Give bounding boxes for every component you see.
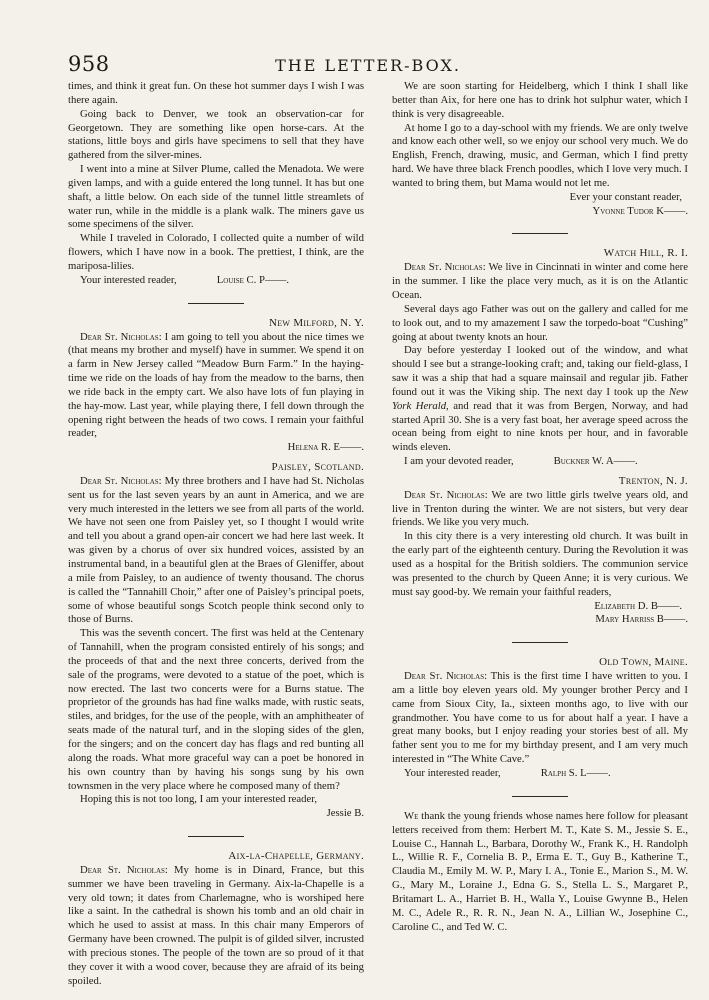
paragraph <box>68 475 364 627</box>
section-divider <box>188 303 244 304</box>
letter-aix <box>68 850 364 988</box>
right-column <box>392 80 688 934</box>
text: , and read that it was from Bergen, Norway, and had started April 30. She is a very fast boat, her average speed across the ocean being from eight to nine knots per hour, and in favorable winds eleven. <box>392 399 688 454</box>
acknowledgments <box>392 810 688 935</box>
closing: Ever your constant reader, <box>569 190 682 203</box>
letter-body: : My home is in Dinard, France, but this summer we have been traveling in Germany. Aix-la-Chapelle is a very old town; it dates from Charlemagne, who is worshiped here like a saint. In the cathedral is shown his tomb and an old chair in which he used to assist at mass. In this chair many Emperors of Germany have been crowned. The pulpit is of gilded silver, incrusted with precious stones. The people of the town are so proud of it that they cover it with a wood cover, because they are afraid of its being spoiled. <box>68 863 364 987</box>
closing: I am your devoted reader, <box>404 455 514 468</box>
paragraph <box>392 670 688 767</box>
section-divider <box>512 796 568 797</box>
salutation: Dear St. Nicholas <box>80 330 159 343</box>
signature: Elizabeth D. B——. <box>594 599 682 612</box>
section-divider <box>512 642 568 643</box>
signature: Mary Harriss B——. <box>595 613 688 626</box>
signature-line <box>68 274 364 288</box>
paragraph <box>392 489 688 531</box>
signature: Buckner W. A——. <box>553 455 638 468</box>
letter-new-milford <box>68 317 364 455</box>
paragraph <box>392 261 688 303</box>
letter-body: : We are two little girls twelve years old, and live in Trenton during the winter. We are not sisters, but very dear friends. We like you very much. <box>392 488 688 529</box>
closing: Your interested reader, <box>80 273 177 286</box>
paragraph <box>68 331 364 442</box>
dateline: Trenton, N. J. <box>618 474 688 487</box>
section-divider <box>512 233 568 234</box>
paragraph: While I traveled in Colorado, I collected quite a number of wild flowers, which I have now in a book. The prettiest, I think, are the mariposa-lilies. <box>68 232 364 272</box>
running-title: THE LETTER-BOX. <box>275 56 461 75</box>
signature-line <box>392 767 688 781</box>
paragraph <box>68 864 364 989</box>
paragraph <box>392 344 688 455</box>
closing: Your interested reader, <box>404 766 501 779</box>
paragraph: Hoping this is not too long, I am your interested reader, <box>80 793 318 806</box>
page-header <box>68 52 668 76</box>
dateline: Watch Hill, R. I. <box>603 247 688 260</box>
salutation: Dear St. Nicholas <box>404 488 485 501</box>
section-divider <box>188 836 244 837</box>
letter-body: : We live in Cincinnati in winter and come here in the summer. I like the place very much, as it is on the Atlantic Ocean. <box>392 261 688 301</box>
signature: Yvonne Tudor K——. <box>592 204 688 217</box>
acknowledgment-text: thank the young friends whose names here follow for pleasant letters received from them: Herbert M. T., Kate S. M., Jessie S. E., Louise C., Hannah L., Barbara, Dorothy W., Frank K., H. Randolph L., Willie R. F., Cornelia B. P., Erma E. T., Guy B., Katherine T., Claudia M., Emily M. W. P., Mary I. A., Tonie E., Marion S., M. W. G., Mary M., Loraine J., Edna G. S., Stella L. S., Margaret P., Britamart L. A., Harriet B. H., Walla Y., Louise Gwynne B., Helen M. C., Adele R., R. R. N., Jean N. A., Lillian W., Josephine C., Caroline C., and Ted W. C. <box>392 809 688 933</box>
letter-paisley <box>68 461 364 821</box>
dateline: New Milford, N. Y. <box>268 316 364 329</box>
signature: Jessie B. <box>326 807 364 820</box>
salutation: Dear St. Nicholas <box>80 863 165 876</box>
paragraph: We are soon starting for Heidelberg, which I think I shall like better than Aix, for here one has to drink hot sulphur water, which I think is very disagreeable. <box>392 80 688 120</box>
paragraph: Going back to Denver, we took an observation-car for Georgetown. They are something like open horse-cars. At the stations, little boys and girls have specimens to sell that they have gathered from the silver-mines. <box>68 107 364 162</box>
dateline: Aix-la-Chapelle, Germany. <box>228 850 364 863</box>
salutation: Dear St. Nicholas <box>404 261 483 274</box>
paragraph: I went into a mine at Silver Plume, called the Menadota. We were given lamps, and with a guide entered the long tunnel. It has but one shaft, a little below. On each side of the tunnel little streamlets of water run, while in the middle is a plank walk. The miners gave us some specimens of the silver. <box>68 163 364 231</box>
signature-line <box>392 455 688 469</box>
signature: Helena R. E——. <box>287 441 364 454</box>
salutation: Dear St. Nicholas <box>404 670 485 683</box>
letter-body: : My three brothers and I have had St. Nicholas sent us for the last seven years by an aunt in America, and we are very much interested in the letters we see from all parts of the world. We have not seen one from Paisley yet, so I thought I would write and tell you about a grand open-air concert we had here last week. It was given by a chorus of over six hundred voices, assisted by an instrumental band, in a beautiful glen at the Braes of Gleniffer, about a mile from Paisley, to an audience of twenty thousand. The chorus is called the “Tannahill Choir,” after one of Paisley’s principal poets, some of whose beautiful songs Scotch people think second only to those of Burns. <box>68 474 364 626</box>
signature: Ralph S. L——. <box>540 766 611 779</box>
letter-watch-hill <box>392 247 688 469</box>
text: Day before yesterday I looked out of the window, and what should I see but a strange-looking craft; and, taking our field-glass, I saw it was a ship that had a square mainsail and regular jib. Father found out it was the Viking ship. The next day I took up the <box>392 344 688 398</box>
salutation: Dear St. Nicholas <box>80 474 159 487</box>
letter-aix-continued <box>392 80 688 218</box>
dateline: Old Town, Maine. <box>599 656 688 669</box>
signature: Louise C. P——. <box>216 273 289 286</box>
letter-body: : I am going to tell you about the nice times we (that means my brother and myself) have in summer. We spend it on a farm in New Jersey called “Meadow Burn Farm.” In the haying-time we ride on the loads of hay from the meadow to the barns, then we ride back in the empty cart. We also have lots of fun playing in the hay-mow. Last year, while playing there, I fell down through the opening right between the heads of two cows. I remain your faithful reader, <box>68 330 364 440</box>
letter-trenton <box>392 475 688 627</box>
paragraph: This was the seventh concert. The first was held at the Centenary of Tannahill, when the program consisted entirely of his songs; and the proceeds of that and the next three concerts, derived from the sale of the programs, were devoted to a statue of the poet, which is now erected. The last two concerts were for a Burns statue. The proprietor of the grounds has had fine walks made, with rustic seats, stiles, and bridges, for the use of the people, with an amphitheater of seats made of the natural turf, and in the sloping sides of the glen, for the singers; and on the concert day has flags and red bunting all along the roads. What more graceful way can a poet be honored in his own country than by having his songs sung by his own townsmen in the very place where he composed many of them? <box>68 627 364 792</box>
paragraph: At home I go to a day-school with my friends. We are only twelve and know each other well, so we enjoy our school very much. We do English, French, drawing, music, and German, which I find pretty hard. We have three black French poodles, which I love very much. I wanted to bring them, but Mama would not let me. <box>392 121 688 189</box>
letter-colorado-continued <box>68 80 364 288</box>
paragraph <box>392 810 688 935</box>
paragraph: In this city there is a very interesting old church. It was built in the early part of the eighteenth century. During the Revolution it was used as a hospital for the British soldiers. The communion service was presented to the church by Queen Anne; it is very curious. We must say good-by. We remain your faithful readers, <box>392 530 688 598</box>
paragraph: times, and think it great fun. On these hot summer days I wish I was there again. <box>68 80 364 106</box>
newspaper-title: New York Herald <box>392 385 688 412</box>
dateline: Paisley, Scotland. <box>271 461 364 474</box>
paragraph: Several days ago Father was out on the gallery and called for me to look out, and to my amazement I saw the torpedo-boat “Cushing” going at about twenty knots an hour. <box>392 302 688 343</box>
letter-body: : This is the first time I have written to you. I am a little boy eleven years old. My younger brother Percy and I came from Sioux City, Ia., sixteen months ago, to live with our grandmother. You have come to us for about half a year. I have a great many books, but I enjoy reading your stories best of all. My father sent you to me for my birthday present, and I am very much interested in “The White Cave.” <box>392 670 688 766</box>
lead-word: We <box>404 809 419 822</box>
left-column <box>68 80 364 988</box>
page-number: 958 <box>68 52 110 76</box>
letter-old-town <box>392 656 688 781</box>
